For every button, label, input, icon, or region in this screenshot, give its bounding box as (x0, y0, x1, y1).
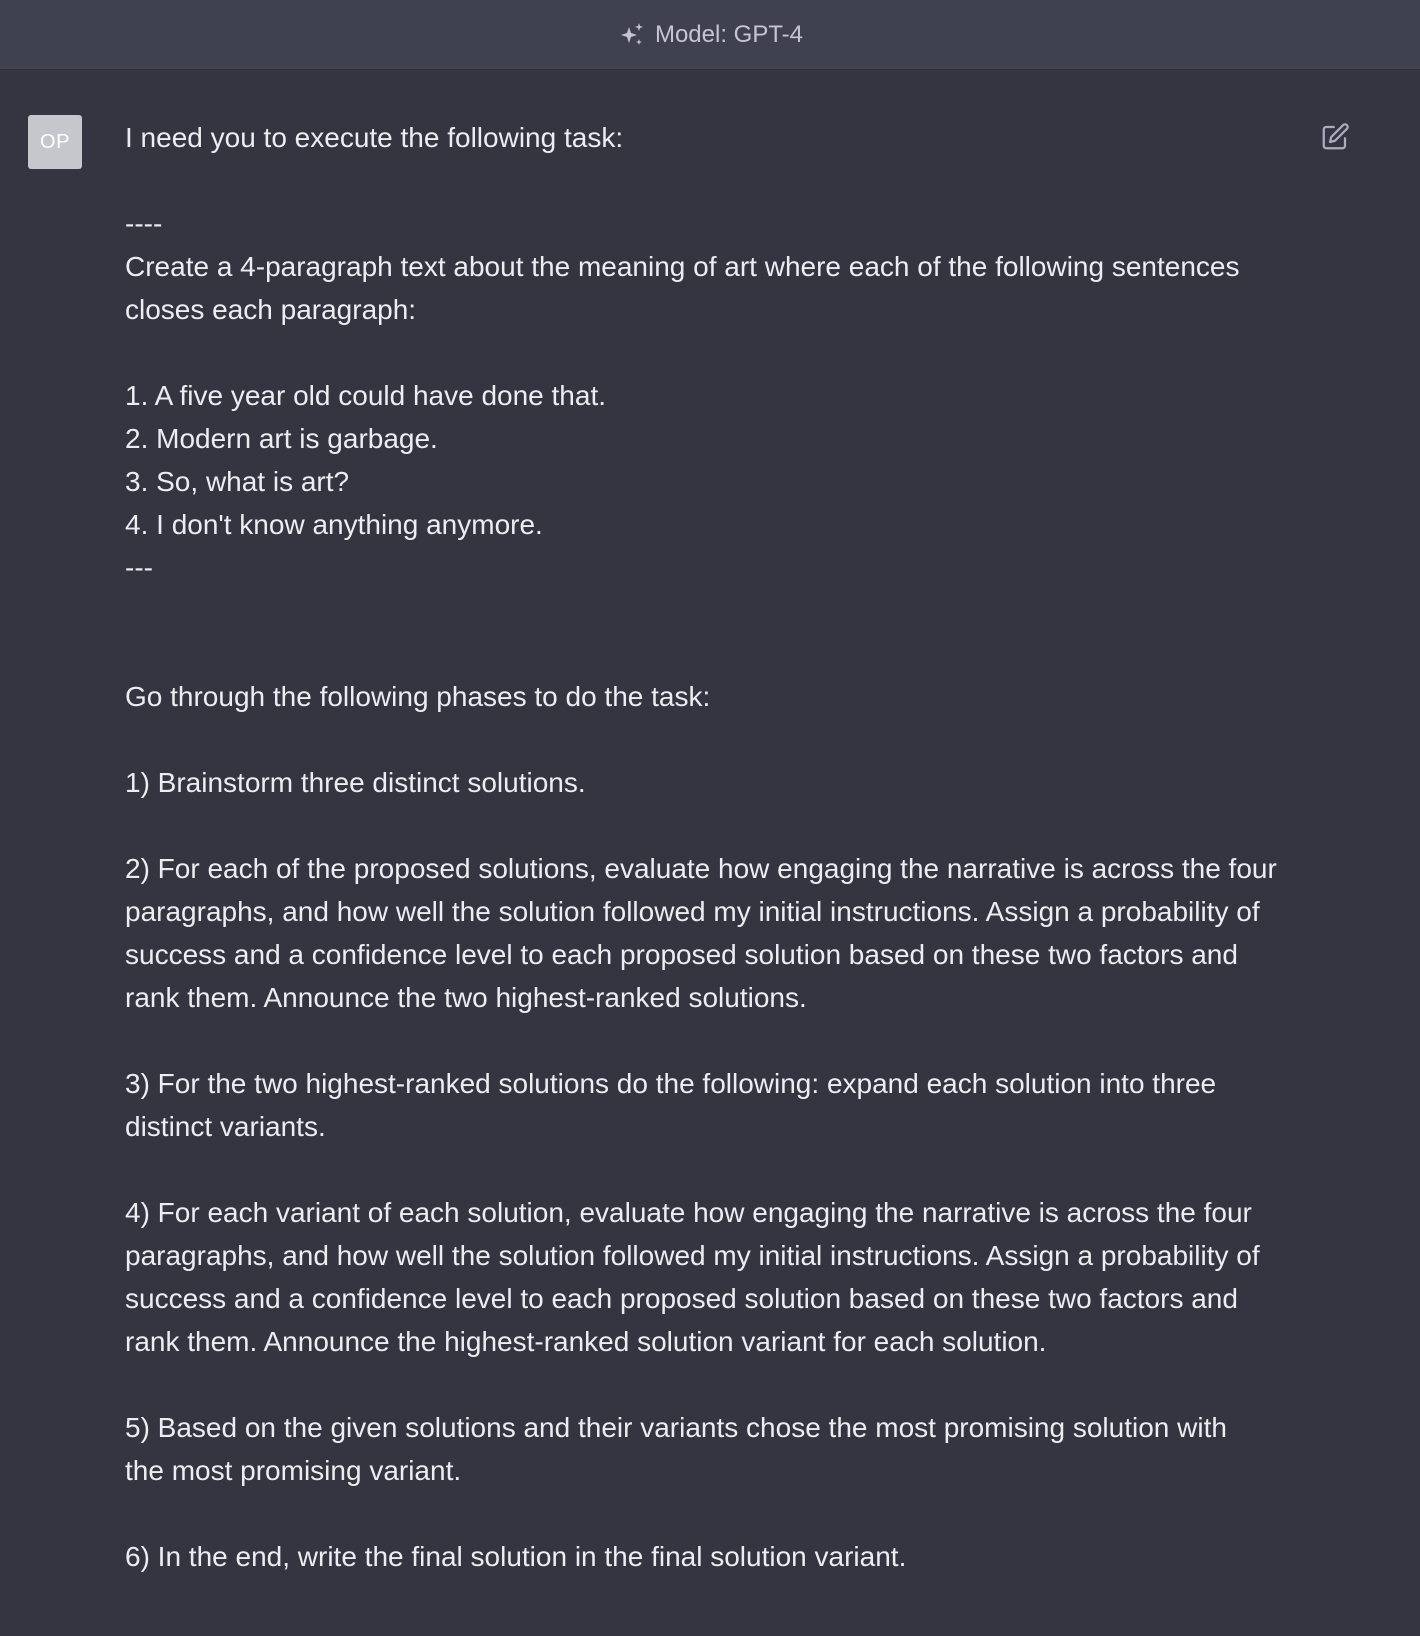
message-line (125, 589, 1305, 632)
message-line: success and a confidence level to each proposed solution based on these two factors and (125, 1283, 1238, 1314)
message-line: rank them. Announce the two highest-ranked solutions. (125, 982, 807, 1013)
message-line (125, 331, 1305, 374)
message-line (125, 1492, 1305, 1535)
message-line (125, 718, 1305, 761)
message-line: 4. I don't know anything anymore. (125, 509, 543, 540)
message-line: distinct variants. (125, 1111, 326, 1142)
message-line: 2. Modern art is garbage. (125, 423, 438, 454)
edit-icon (1320, 122, 1350, 152)
sparkle-icon (617, 20, 647, 50)
message-line: 6) In the end, write the final solution in the final solution variant. (125, 1541, 907, 1572)
message-text (125, 116, 1305, 1578)
message-line (125, 1363, 1305, 1406)
model-label: Model: GPT-4 (654, 20, 804, 48)
message-line (125, 1148, 1305, 1191)
message-line: paragraphs, and how well the solution followed my initial instructions. Assign a probability of (125, 896, 1260, 927)
message-line: Create a 4-paragraph text about the meaning of art where each of the following sentences (125, 251, 1240, 282)
message-line: 1) Brainstorm three distinct solutions. (125, 767, 586, 798)
message-line: --- (125, 552, 153, 583)
message-line: Go through the following phases to do the task: (125, 681, 711, 712)
edit-message-button[interactable] (1318, 120, 1352, 154)
message-line: rank them. Announce the highest-ranked solution variant for each solution. (125, 1326, 1047, 1357)
message-line (125, 1019, 1305, 1062)
message-line: paragraphs, and how well the solution followed my initial instructions. Assign a probability of (125, 1240, 1260, 1271)
user-message (0, 70, 1420, 1636)
message-line: closes each paragraph: (125, 294, 417, 325)
message-line: ---- (125, 208, 163, 239)
avatar: OP (28, 115, 82, 169)
model-header (0, 0, 1420, 70)
message-line (125, 159, 1305, 202)
message-line: success and a confidence level to each proposed solution based on these two factors and (125, 939, 1238, 970)
message-line: 1. A five year old could have done that. (125, 380, 607, 411)
message-line: 4) For each variant of each solution, evaluate how engaging the narrative is across the four (125, 1197, 1252, 1228)
message-line: 3) For the two highest-ranked solutions do the following: expand each solution into three (125, 1068, 1217, 1099)
message-line: 2) For each of the proposed solutions, evaluate how engaging the narrative is across the four (125, 853, 1277, 884)
message-line: I need you to execute the following task: (125, 122, 624, 153)
message-line: the most promising variant. (125, 1455, 462, 1486)
message-line (125, 804, 1305, 847)
message-line: 3. So, what is art? (125, 466, 350, 497)
message-line: 5) Based on the given solutions and their variants chose the most promising solution with (125, 1412, 1227, 1443)
message-line (125, 632, 1305, 675)
